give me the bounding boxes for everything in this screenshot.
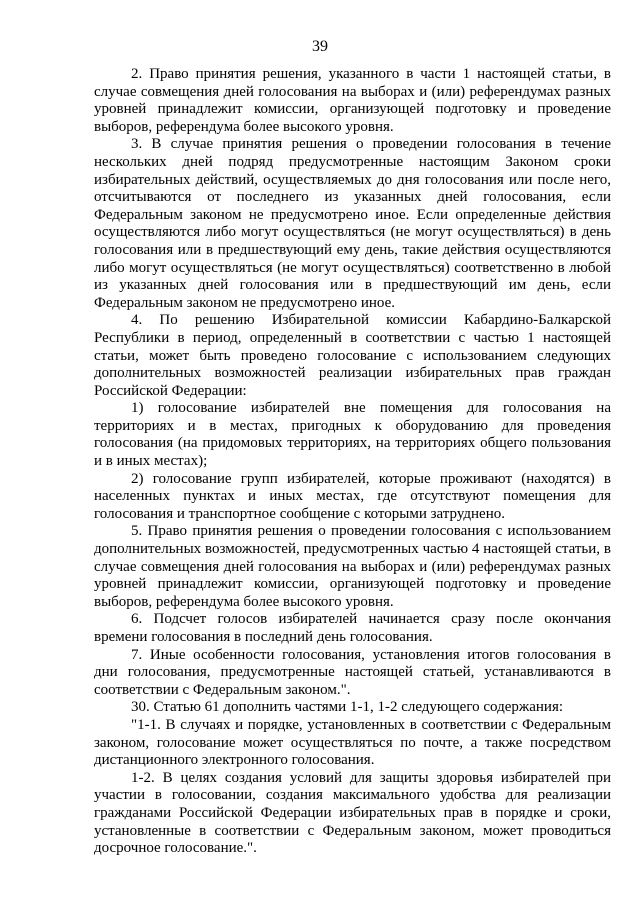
paragraph-part-6: 6. Подсчет голосов избирателей начинается сразу после окончания времени голосования в последний день голосования.	[94, 611, 611, 645]
list-item-1: 1) голосование избирателей вне помещения для голосования на территориях и в местах, пригодных к оборудованию для проведения голосования (на придомовых территориях, на территориях общего пользования и в иных местах);	[94, 400, 611, 470]
paragraph-part-7: 7. Иные особенности голосования, установления итогов голосования в дни голосования, предусмотренные настоящей статьей, устанавливаются в соответствии с Федеральным законом.".	[94, 646, 611, 698]
paragraph-part-3: 3. В случае принятия решения о проведении голосования в течение нескольких дней подряд предусмотренные настоящим Законом сроки избирательных действий, осуществляемых до дня голосования или после него, отсчитываются от последнего из указанных дней голосования, если Федеральным законом не предусмотрено иное. Если определенные действия осуществляются либо могут осуществляться (не могут осуществляться) в день голосования или в предшествующий ему день, такие действия осуществляются либо могут осуществляться (не могут осуществляться) соответственно в любой из указанных дней голосования или в предшествующий им день, если Федеральным законом не предусмотрено иное.	[94, 136, 611, 311]
paragraph-item-30: 30. Статью 61 дополнить частями 1-1, 1-2 следующего содержания:	[131, 699, 564, 716]
paragraph-part-1-2: 1-2. В целях создания условий для защиты здоровья избирателей при участии в голосовании, создания максимального удобства для реализации гражданами Российской Федерации избирательных прав в порядке и сроки, установленные в соответствии с Федеральным законом, может проводиться досрочное голосование.".	[94, 769, 611, 857]
document-body	[94, 66, 611, 858]
paragraph-part-1-1: "1-1. В случаях и порядке, установленных в соответствии с Федеральным законом, голосование может осуществляться по почте, а также посредством дистанционного электронного голосования.	[94, 716, 611, 769]
paragraph-part-2: 2. Право принятия решения, указанного в части 1 настоящей статьи, в случае совмещения дней голосования на выборах и (или) референдумах разных уровней принадлежит комиссии, организующей подготовку и проведение выборов, референдума более высокого уровня.	[94, 66, 611, 135]
paragraph-part-4: 4. По решению Избирательной комиссии Кабардино-Балкарской Республики в период, определенный в соответствии с частью 1 настоящей статьи, может быть проведено голосование с использованием следующих дополнительных возможностей реализации избирательных прав граждан Российской Федерации:	[94, 312, 611, 399]
paragraph-part-5: 5. Право принятия решения о проведении голосования с использованием дополнительных возможностей, предусмотренных частью 4 настоящей статьи, в случае совмещения дней голосования на выборах и (или) референдумах разных уровней принадлежит комиссии, организующей подготовку и проведение выборов, референдума более высокого уровня.	[94, 523, 611, 610]
page-number: 39	[312, 38, 328, 55]
list-item-2: 2) голосование групп избирателей, которые проживают (находятся) в населенных пунктах и иных местах, где отсутствуют помещения для голосования и транспортное сообщение с которыми затруднено.	[94, 470, 611, 522]
